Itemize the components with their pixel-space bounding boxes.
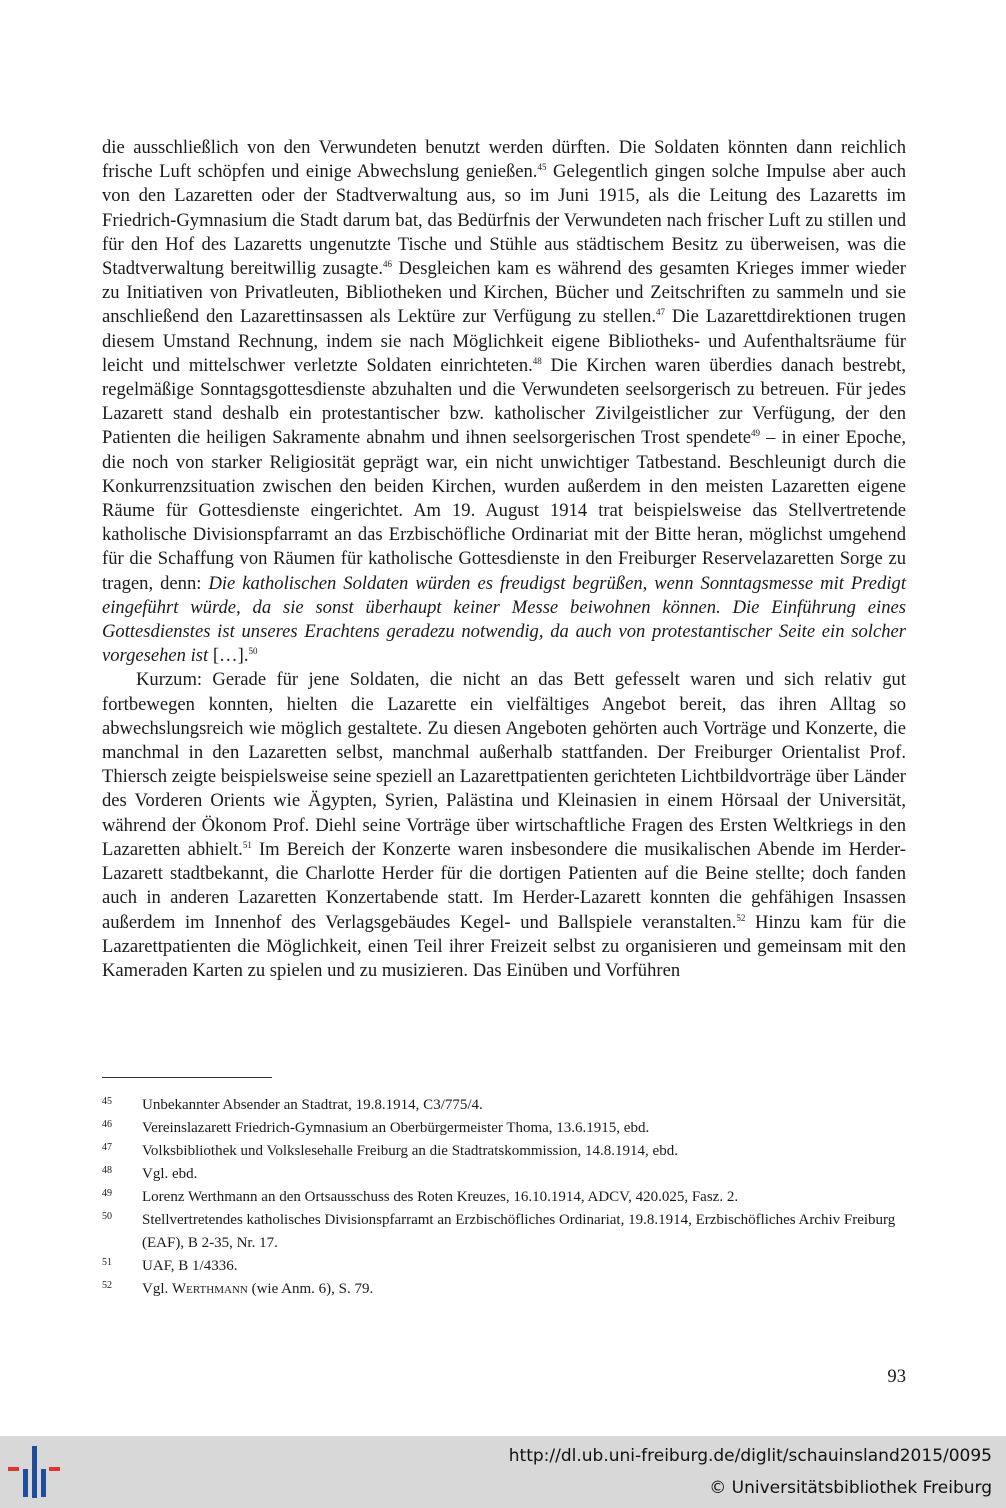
footnote-text [142, 1278, 906, 1301]
footnote-item [102, 1186, 906, 1209]
paragraph-2 [102, 668, 906, 983]
footnote-item [102, 1117, 906, 1140]
footnote-text: Volksbibliothek und Volkslesehalle Freiburg an die Stadtratskommission, 14.8.1914, ebd. [142, 1143, 678, 1159]
footnote-item [102, 1140, 906, 1163]
copyright-text: © Universitätsbibliothek Freiburg [709, 1478, 992, 1498]
footnote-ref-50[interactable]: 50 [248, 646, 258, 657]
footnote-ref-45[interactable]: 45 [537, 162, 547, 173]
footnote-text: UAF, B 1/4336. [142, 1258, 238, 1274]
footnote-number: 51 [102, 1257, 112, 1268]
footnote-item [102, 1255, 906, 1278]
text-run: Desgleichen kam es während des gesamten Krieges immer wieder zu Initiativen von Privatleuten, Bibliotheken und Kirchen, Bücher und Zeitschriften zu sammeln und sie anschließend den Lazarettinsassen als Lektüre zur Verfügung zu stellen. [102, 258, 907, 328]
footnote-text: Lorenz Werthmann an den Ortsausschuss des Roten Kreuzes, 16.10.1914, ADCV, 420.025, Fasz. 2. [142, 1189, 739, 1205]
text-run: Die Lazarettdirektionen trugen diesem Umstand Rechnung, indem sie nach Möglichkeit eigene Bibliotheks- und Aufenthaltsräume für leicht und mittelschwer verletzte Soldaten einrichteten. [102, 306, 906, 376]
footnote-divider [102, 1077, 272, 1078]
footnote-text: Unbekannter Absender an Stadtrat, 19.8.1914, C3/775/4. [142, 1097, 483, 1113]
footnote-ref-47[interactable]: 47 [656, 307, 666, 318]
author-name: Werthmann [172, 1281, 248, 1297]
footnote-ref-49[interactable]: 49 [751, 428, 760, 439]
text-run: Die Kirchen waren überdies danach bestrebt, regelmäßige Sonntagsgottesdienste abzuhalten und die Verwundeten seelsorgerisch zu betreuen. Für jedes Lazarett stand deshalb ein protestantischer bzw. katholischer Zivilgeistlicher zur Verfügung, der den Patienten die heiligen Sakramente abnahm und ihnen seelsorgerischen Trost spendete [102, 354, 906, 449]
footnotes [102, 1094, 906, 1301]
footnote-ref-51[interactable]: 51 [242, 839, 252, 850]
footnote-text: Stellvertretendes katholisches Divisionspfarramt an Erzbischöfliches Ordinariat, 19.8.1914, Erzbischöfliches Archiv Freiburg (EAF), B 2-35, Nr. 17. [142, 1212, 896, 1251]
text-run: Vgl. [142, 1281, 172, 1297]
footnote-text: Vgl. ebd. [142, 1166, 198, 1182]
footnote-item [102, 1094, 906, 1117]
footnote-item [102, 1209, 906, 1255]
footnote-number: 46 [102, 1119, 112, 1130]
text-run: Im Bereich der Konzerte waren insbesondere die musikalischen Abende im Herder-Lazarett stadtbekannt, die Charlotte Herder für die dortigen Patienten auf die Beine stellte; doch fanden auch in anderen Lazaretten Konzertabende statt. Im Herder-Lazarett konnten die gehfähigen Insassen außerdem im Innenhof des Verlagsgebäudes Kegel- und Ballspiele veranstalten. [102, 838, 907, 933]
text-run: Kurzum: Gerade für jene Soldaten, die nicht an das Bett gefesselt waren und sich relativ gut fortbewegen konnten, hielten die Lazarette ein vielfältiges Angebot bereit, das ihren Alltag so abwechslungsreich wie möglich gestaltete. Zu diesen Angeboten gehörten auch Vorträge und Konzerte, die manchmal in den Lazaretten selbst, manchmal außerhalb stattfanden. Der Freiburger Orientalist Prof. Thiersch zeigte beispielsweise seine speziell an Lazarettpatienten gerichteten Lichtbildvorträge über Länder des Vorderen Orients wie Ägypten, Syrien, Palästina und Kleinasien in einem Hörsaal der Universität, während der Ökonom Prof. Diehl seine Vorträge über wirtschaftliche Fragen des Ersten Weltkriegs in den Lazaretten abhielt. [102, 669, 906, 860]
footnote-text: Vereinslazarett Friedrich-Gymnasium an Oberbürgermeister Thoma, 13.6.1915, ebd. [142, 1120, 650, 1136]
page-number: 93 [887, 1366, 906, 1387]
footnote-number: 50 [102, 1211, 112, 1222]
footnote-item [102, 1163, 906, 1186]
footnote-number: 52 [102, 1280, 112, 1291]
footnote-ref-46[interactable]: 46 [383, 259, 393, 270]
footnote-number: 47 [102, 1142, 112, 1153]
quotation: Die katholischen Soldaten würden es freudigst begrüßen, wenn Sonntagsmesse mit Predigt eingeführt würde, da sie sonst überhaupt keiner Messe beiwohnen können. Die Einführung eines Gottesdienstes ist unseres Erachtens geradezu notwendig, da auch von protestantischer Seite ein solcher vorgesehen ist [102, 572, 906, 667]
text-run: (wie Anm. 6), S. 79. [247, 1281, 374, 1297]
footnote-number: 49 [102, 1188, 112, 1199]
body-text [102, 136, 906, 983]
text-run: die ausschließlich von den Verwundeten benutzt werden dürften. Die Soldaten könnten dann reichlich frische Luft schöpfen und einige Abwechslung genießen. [102, 137, 906, 183]
text-run: […]. [208, 645, 249, 667]
paragraph-1 [102, 136, 906, 668]
text-run: Gelegentlich gingen solche Impulse aber auch von den Lazaretten oder der Stadtverwaltung aus, so im Juni 1915, als die Leitung des Lazaretts im Friedrich-Gymnasium die Stadt darum bat, das Bedürfnis der Verwundeten nach frischer Luft zu stillen und für den Hof des Lazaretts ungenutzte Tische und Stühle aus städtischem Besitz zu überweisen, was die Stadtverwaltung bereitwillig zusagte. [102, 161, 906, 280]
ub-freiburg-logo-icon [6, 1442, 62, 1502]
footnote-number: 45 [102, 1096, 112, 1107]
text-run: Hinzu kam für die Lazarettpatienten die Möglichkeit, einen Teil ihrer Freizeit selbst zu organisieren und gemeinsam mit den Kameraden Karten zu spielen und zu musizieren. Das Einüben und Vorführen [102, 911, 906, 981]
text-run: – in einer Epoche, die noch von starker Religiosität geprägt war, ein nicht unwichtiger Tatbestand. Beschleunigt durch die Konkurrenzsituation zwischen den beiden Kirchen, wurden außerdem in den meisten Lazaretten eigene Räume für Gottesdienste eingerichtet. Am 19. August 1914 trat beispielsweise das Stellvertretende katholische Divisionspfarramt an das Erzbischöfliche Ordinariat mit der Bitte heran, möglichst umgehend für die Schaffung von Räumen für katholische Gottesdienste in den Freiburger Reservelazaretten Sorge zu tragen, denn: [102, 427, 906, 594]
footnote-number: 48 [102, 1165, 112, 1176]
document-url-link[interactable]: http://dl.ub.uni-freiburg.de/diglit/schauinsland2015/0095 [508, 1446, 992, 1466]
footnote-ref-52[interactable]: 52 [736, 912, 746, 923]
footer-bar [0, 1436, 1006, 1508]
footnote-ref-48[interactable]: 48 [532, 355, 542, 366]
footnote-item [102, 1278, 906, 1301]
